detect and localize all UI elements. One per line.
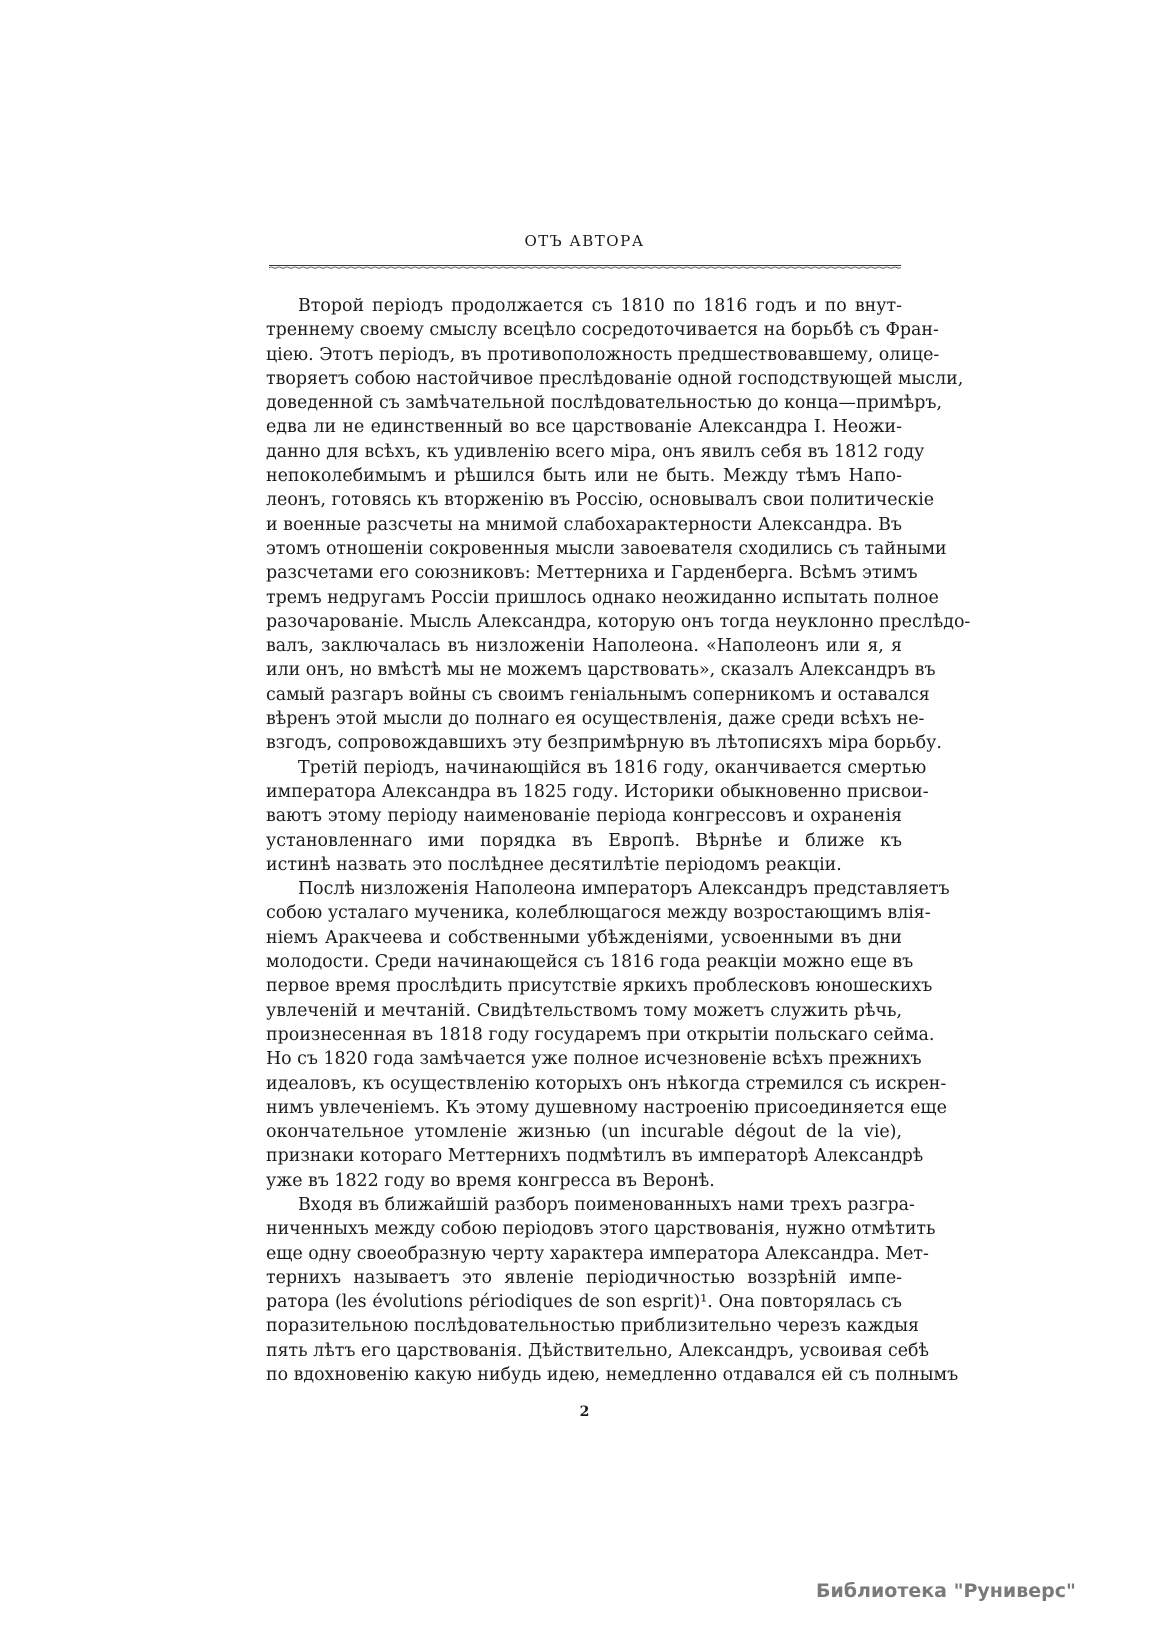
text-line: едва ли не единственный во все царствованіе Александра I. Неожи-	[266, 417, 902, 438]
text-line: увлеченій и мечтаній. Свидѣтельствомъ тому можетъ служить рѣчь,	[266, 1000, 902, 1021]
text-line: Второй періодъ продолжается съ 1810 по 1816 годъ и по внут-	[298, 296, 902, 316]
text-line: творяетъ собою настойчивое преслѣдованіе одной господствующей мысли,	[266, 368, 964, 389]
text-line: треннему своему смыслу всецѣло сосредоточивается на борьбѣ съ Фран-	[266, 320, 939, 341]
text-line: ниченныхъ между собою періодовъ этого царствованія, нужно отмѣтить	[266, 1219, 936, 1240]
text-line: Входя въ ближайшій разборъ поименованныхъ нами трехъ разгра-	[298, 1194, 915, 1215]
text-line: уже въ 1822 году во время конгресса въ Веронѣ.	[266, 1170, 715, 1191]
text-line: пять лѣтъ его царствованія. Дѣйствительно, Александръ, усвоивая себѣ	[266, 1340, 929, 1361]
library-watermark: Библиотека "Руниверс"	[816, 1580, 1076, 1602]
text-line: взгодъ, сопровождавшихъ эту безпримѣрную въ лѣтописяхъ міра борьбу.	[266, 733, 942, 754]
text-line: и военные разсчеты на мнимой слабохарактерности Александра. Въ	[266, 514, 902, 535]
page-number: 2	[579, 1404, 590, 1420]
text-line: данно для всѣхъ, къ удивленію всего міра, онъ явилъ себя въ 1812 году	[266, 441, 925, 462]
text-line: или онъ, но вмѣстѣ мы не можемъ царствовать», сказалъ Александръ въ	[266, 660, 936, 681]
decorative-rule	[269, 264, 901, 269]
text-line: разочарованіе. Мысль Александра, которую онъ тогда неуклонно преслѣдо-	[266, 611, 971, 632]
text-line: вѣренъ этой мысли до полнаго ея осуществленія, даже среди всѣхъ не-	[266, 709, 925, 730]
text-line: непоколебимымъ и рѣшился быть или не быть. Между тѣмъ Напо-	[266, 466, 902, 487]
text-line: установленнаго ими порядка въ Европѣ. Вѣрнѣе и ближе къ	[266, 830, 902, 851]
page-title: ОТЪ АВТОРА	[524, 232, 645, 250]
text-line: молодости. Среди начинающейся съ 1816 года реакціи можно еще въ	[266, 952, 914, 973]
text-line: леонъ, готовясь къ вторженію въ Россію, основывалъ свои политическіе	[266, 490, 935, 511]
text-line: разсчетами его союзниковъ: Меттерниха и Гарденберга. Всѣмъ этимъ	[266, 563, 918, 584]
text-line: тремъ недругамъ Россіи пришлось однако неожиданно испытать полное	[266, 587, 939, 608]
text-line: ратора (les évolutions périodiques de son esprit)¹. Она повторялась съ	[266, 1292, 902, 1313]
body-text	[266, 294, 971, 1387]
text-line: Послѣ низложенія Наполеона императоръ Александръ представляетъ	[298, 879, 950, 900]
text-line: ніемъ Аракчеева и собственными убѣжденіями, усвоенными въ дни	[266, 927, 902, 948]
text-line: произнесенная въ 1818 году государемъ при открытіи польскаго сейма.	[266, 1024, 935, 1045]
text-line: первое время прослѣдить присутствіе яркихъ проблесковъ юношескихъ	[266, 976, 933, 997]
text-line: Третій періодъ, начинающійся въ 1816 году, оканчивается смертью	[298, 757, 927, 778]
text-line: собою усталаго мученика, колеблющагося между возростающимъ влія-	[266, 903, 931, 924]
text-line: поразительною послѣдовательностью приблизительно черезъ каждыя	[266, 1316, 920, 1337]
text-line: нимъ увлеченіемъ. Къ этому душевному настроенію присоединяется еще	[266, 1097, 947, 1118]
text-line: ціею. Этотъ періодъ, въ противоположность предшествовавшему, олице-	[266, 344, 940, 365]
text-line: истинѣ назвать это послѣднее десятилѣтіе періодомъ реакціи.	[266, 854, 842, 875]
text-line: по вдохновенію какую нибудь идею, немедленно отдавался ей съ полнымъ	[266, 1365, 959, 1386]
text-line: идеаловъ, къ осуществленію которыхъ онъ нѣкогда стремился съ искрен-	[266, 1073, 947, 1094]
text-line: императора Александра въ 1825 году. Историки обыкновенно присвои-	[266, 781, 929, 802]
text-line: валъ, заключалась въ низложеніи Наполеона. «Наполеонъ или я, я	[266, 636, 902, 657]
text-line: ваютъ этому періоду наименованіе періода конгрессовъ и охраненія	[266, 806, 902, 827]
text-line: самый разгаръ войны съ своимъ геніальнымъ соперникомъ и оставался	[266, 684, 930, 705]
text-line: Но съ 1820 года замѣчается уже полное исчезновеніе всѣхъ прежнихъ	[266, 1049, 922, 1070]
text-line: признаки котораго Меттернихъ подмѣтилъ въ императорѣ Александрѣ	[266, 1146, 924, 1167]
text-line: еще одну своеобразную черту характера императора Александра. Мет-	[266, 1243, 929, 1264]
text-line: тернихъ называетъ это явленіе періодичностью воззрѣній импе-	[266, 1267, 902, 1288]
text-line: окончательное утомленіе жизнью (un incurable dégout de la vie),	[266, 1122, 902, 1143]
text-line: доведенной съ замѣчательной послѣдовательностью до конца—примѣръ,	[266, 393, 942, 414]
text-line: этомъ отношеніи сокровенныя мысли завоевателя сходились съ тайными	[266, 538, 947, 559]
